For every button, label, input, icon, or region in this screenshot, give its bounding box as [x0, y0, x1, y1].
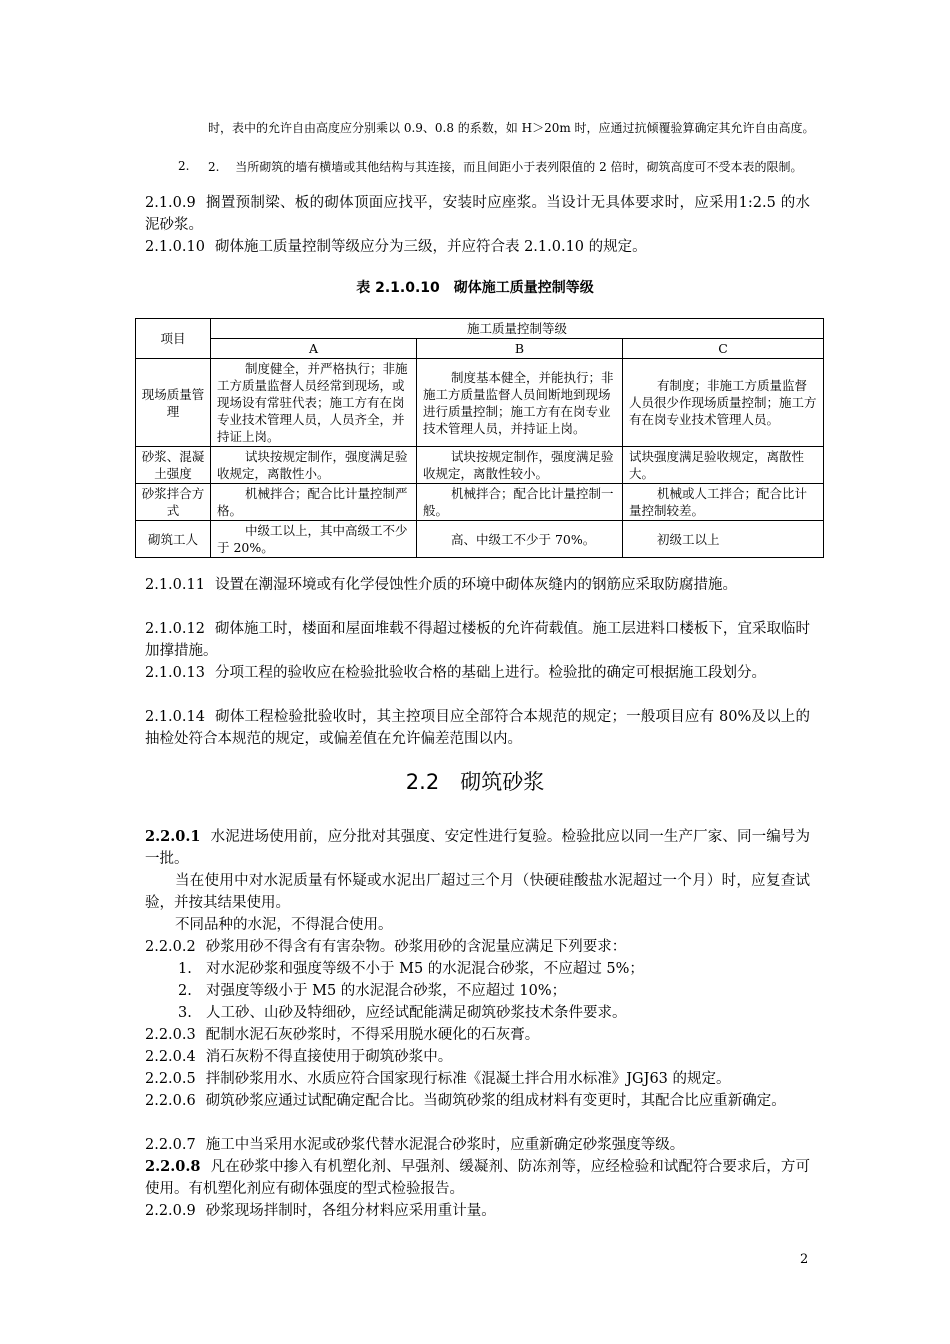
table-note-number: 2.: [178, 159, 190, 173]
clause-number: 2.1.0.12: [145, 621, 205, 637]
header-item: 项目: [136, 319, 211, 359]
clause-text: 砌体施工时，楼面和屋面堆载不得超过楼板的允许荷载值。施工层进料口楼板下，宜采取临时加撑措施。: [145, 621, 810, 659]
clause-number: 2.1.0.13: [145, 665, 205, 681]
clause-number: 2.2.0.5: [145, 1071, 196, 1087]
cell-a: 试块按规定制作，强度满足验收规定，离散性小。: [211, 447, 417, 484]
clause-number: 2.2.0.9: [145, 1203, 196, 1219]
clause-text: 水泥进场使用前，应分批对其强度、安定性进行复验。检验批应以同一生产厂家、同一编号为一批。: [145, 829, 810, 867]
clause-2-2-0-3: [145, 1024, 810, 1046]
table-row: [136, 521, 824, 558]
clause-number: 2.1.0.9: [145, 195, 196, 211]
list-number: 2.: [178, 983, 192, 999]
cell-b: 试块按规定制作，强度满足验收规定，离散性较小。: [417, 447, 623, 484]
clause-number: 2.2.0.7: [145, 1137, 196, 1153]
clause-number: 2.2.0.1: [145, 828, 201, 845]
clause-text: 凡在砂浆中掺入有机塑化剂、早强剂、缓凝剂、防冻剂等，应经检验和试配符合要求后，方可使用。有机塑化剂应有砌体强度的型式检验报告。: [145, 1159, 810, 1197]
clause-number: 2.2.0.8: [145, 1158, 201, 1175]
clause-number: 2.2.0.2: [145, 939, 196, 955]
clause-2-1-0-9: [145, 192, 810, 236]
clause-number: 2.2.0.4: [145, 1049, 196, 1065]
list-number: 1.: [178, 961, 192, 977]
clause-text: 分项工程的验收应在检验批验收合格的基础上进行。检验批的确定可根据施工段划分。: [214, 665, 766, 681]
cell-a: 中级工以上，其中高级工不少于 20%。: [211, 521, 417, 558]
clause-2-2-0-1-para-3: 不同品种的水泥，不得混合使用。: [175, 917, 393, 933]
page-number: 2: [800, 1252, 809, 1267]
clause-number: 2.1.0.11: [145, 577, 205, 593]
header-group: 施工质量控制等级: [211, 319, 824, 339]
cell-c: 试块强度满足验收规定，离散性大。: [623, 447, 824, 484]
table-note-continuation: 时，表中的允许自由高度应分别乘以 0.9、0.8 的系数，如 H＞20m 时，应通过抗倾覆验算确定其允许自由高度。: [208, 121, 815, 135]
cell-b: 机械拌合；配合比计量控制一般。: [417, 484, 623, 521]
clause-2-2-0-9: [145, 1200, 810, 1222]
row-item: 砂浆、混凝土强度: [136, 447, 211, 484]
row-item: 现场质量管理: [136, 359, 211, 447]
clause-text: 配制水泥石灰砂浆时，不得采用脱水硬化的石灰膏。: [205, 1027, 540, 1043]
clause-2-1-0-12: [145, 618, 810, 662]
clause-text: 施工中当采用水泥或砂浆代替水泥混合砂浆时，应重新确定砂浆强度等级。: [205, 1137, 685, 1153]
list-text: 人工砂、山砂及特细砂，应经试配能满足砌筑砂浆技术条件要求。: [206, 1005, 627, 1021]
table-note-2: 2. 当所砌筑的墙有横墙或其他结构与其连接，而且间距小于表列限值的 2 倍时，砌筑高度可不受本表的限制。: [208, 160, 803, 174]
clause-text: 砂浆用砂不得含有有害杂物。砂浆用砂的含泥量应满足下列要求：: [205, 939, 627, 955]
clause-text: 消石灰粉不得直接使用于砌筑砂浆中。: [205, 1049, 453, 1065]
level-b: B: [417, 339, 623, 359]
level-a: A: [211, 339, 417, 359]
cell-c: 初级工以上: [623, 521, 824, 558]
table-caption: 表 2.1.0.10 砌体施工质量控制等级: [356, 280, 594, 296]
clause-text: 砂浆现场拌制时，各组分材料应采用重计量。: [205, 1203, 496, 1219]
clause-number: 2.1.0.10: [145, 239, 205, 255]
clause-2-2-0-1-para-2: 当在使用中对水泥质量有怀疑或水泥出厂超过三个月（快硬硅酸盐水泥超过一个月）时，应复查试验，并按其结果使用。: [145, 873, 810, 911]
clause-number: 2.2.0.3: [145, 1027, 196, 1043]
clause-2-1-0-14: [145, 706, 810, 750]
cell-c: 机械或人工拌合；配合比计量控制较差。: [623, 484, 824, 521]
clause-text: 砌筑砂浆应通过试配确定配合比。当砌筑砂浆的组成材料有变更时，其配合比应重新确定。: [205, 1093, 786, 1109]
table-header-row: [136, 319, 824, 339]
clause-text: 搁置预制梁、板的砌体顶面应找平，安装时应座浆。当设计无具体要求时，应采用1:2.5 的水泥砂浆。: [145, 195, 810, 233]
clause-text: 砌体施工质量控制等级应分为三级，并应符合表 2.1.0.10 的规定。: [214, 239, 647, 255]
list-text: 对强度等级小于 M5 的水泥混合砂浆，不应超过 10%；: [206, 983, 567, 999]
clause-text: 设置在潮湿环境或有化学侵蚀性介质的环境中砌体灰缝内的钢筋应采取防腐措施。: [214, 577, 737, 593]
level-c: C: [623, 339, 824, 359]
list-item: [178, 958, 798, 980]
clause-text: 砌体工程检验批验收时，其主控项目应全部符合本规范的规定；一般项目应有 80%及以上的抽检处符合本规范的规定，或偏差值在允许偏差范围以内。: [145, 709, 810, 747]
clause-2-2-0-4: [145, 1046, 810, 1068]
list-text: 对水泥砂浆和强度等级不小于 M5 的水泥混合砂浆，不应超过 5%；: [206, 961, 644, 977]
clause-2-1-0-11: [145, 574, 810, 596]
row-item: 砂浆拌合方式: [136, 484, 211, 521]
clause-2-1-0-13: [145, 662, 810, 684]
clause-2-2-0-1: [145, 826, 810, 870]
cell-b: 高、中级工不少于 70%。: [417, 521, 623, 558]
cell-b: 制度基本健全，并能执行；非施工方质量监督人员间断地到现场进行质量控制；施工方有在岗专业技术管理人员，并持证上岗。: [417, 359, 623, 447]
clause-text: 拌制砂浆用水、水质应符合国家现行标准《混凝土拌合用水标准》JGJ63 的规定。: [205, 1071, 731, 1087]
row-item: 砌筑工人: [136, 521, 211, 558]
table-row: [136, 359, 824, 447]
clause-2-2-0-7: [145, 1134, 810, 1156]
clause-2-2-0-5: [145, 1068, 810, 1090]
table-level-row: [136, 339, 824, 359]
cell-a: 制度健全，并严格执行；非施工方质量监督人员经常到现场，或现场设有常驻代表；施工方有在岗专业技术管理人员，人员齐全，并持证上岗。: [211, 359, 417, 447]
clause-2-2-0-2: [145, 936, 810, 958]
quality-control-table: [135, 318, 824, 558]
list-number: 3.: [178, 1005, 192, 1021]
cell-a: 机械拌合；配合比计量控制严格。: [211, 484, 417, 521]
table-row: [136, 447, 824, 484]
clause-number: 2.1.0.14: [145, 709, 205, 725]
clause-2-2-0-8: [145, 1156, 810, 1200]
clause-number: 2.2.0.6: [145, 1093, 196, 1109]
section-title: 2.2 砌筑砂浆: [405, 770, 545, 794]
table-row: [136, 484, 824, 521]
list-item: [178, 1002, 798, 1024]
list-item: [178, 980, 798, 1002]
clause-2-2-0-6: [145, 1090, 810, 1112]
cell-c: 有制度；非施工方质量监督人员很少作现场质量控制；施工方有在岗专业技术管理人员。: [623, 359, 824, 447]
clause-2-1-0-10: [145, 236, 810, 258]
